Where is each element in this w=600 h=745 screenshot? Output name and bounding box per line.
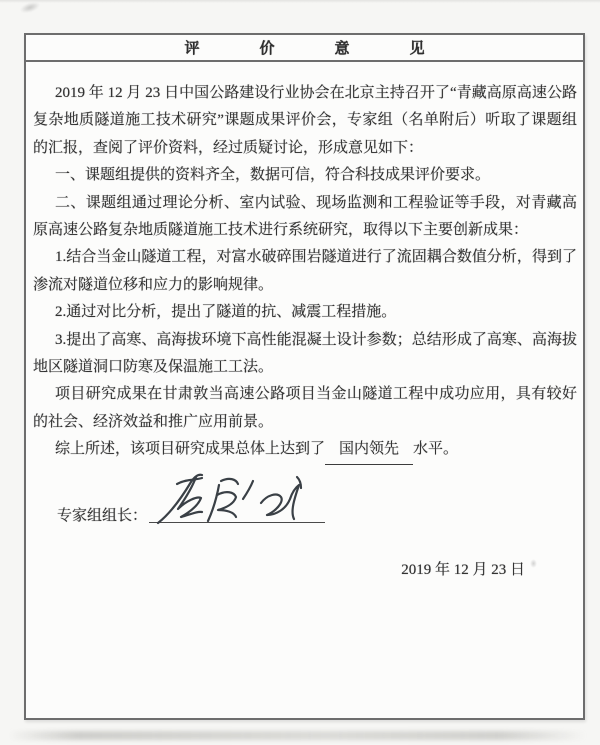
document-date: 2019 年 12 月 23 日 bbox=[401, 561, 525, 578]
paragraph-intro: 2019 年 12 月 23 日中国公路建设行业协会在北京主持召开了“青藏高原高速公路复杂地质隧道施工技术研究”课题成果评价会，专家组（名单附后）听取了课题组的汇报，查阅了评价资料，经过质疑讨论，形成意见如下： bbox=[33, 85, 577, 156]
signature-underline bbox=[149, 521, 325, 523]
paragraph-innovation-2: 2.通过对比分析，提出了隧道的抗、减震工程措施。 bbox=[55, 304, 397, 321]
paragraph-point-2: 二、课题组通过理论分析、室内试验、现场监测和工程验证等手段，对青藏高原高速公路复杂地质隧道施工技术进行系统研究，取得以下主要创新成果： bbox=[33, 194, 577, 239]
date-row bbox=[33, 557, 577, 584]
paragraph-point-1: 一、课题组提供的资料齐全，数据可信，符合科技成果评价要求。 bbox=[55, 167, 491, 184]
paragraph-innovation-1: 1.结合当金山隧道工程，对富水破碎围岩隧道进行了流固耦合数值分析，得到了渗流对隧道位移和应力的影响规律。 bbox=[33, 249, 577, 293]
scan-shadow-bottom bbox=[8, 731, 586, 740]
signature-label: 专家组组长： bbox=[57, 507, 148, 524]
document-body bbox=[26, 62, 583, 584]
paragraph-conclusion bbox=[33, 436, 577, 464]
paragraph-application: 项目研究成果在甘肃敦当高速公路项目当金山隧道工程中成功应用，具有较好的社会、经济效益和推广应用前景。 bbox=[33, 386, 577, 430]
document-title: 评价意见 bbox=[184, 41, 485, 57]
conclusion-suffix: 水平。 bbox=[413, 441, 459, 458]
paragraph-innovation-3: 3.提出了高寒、高海拔环境下高性能混凝土设计参数；总结形成了高寒、高海拔地区隧道洞口防寒及保温施工工法。 bbox=[33, 331, 577, 376]
signature-row bbox=[33, 487, 577, 525]
document-title-row bbox=[26, 35, 583, 62]
rating-underlined-text: 国内领先 bbox=[325, 436, 413, 464]
evaluation-form-box bbox=[24, 33, 585, 720]
scan-artifact-dot bbox=[530, 559, 537, 568]
scan-edge-shadow-top bbox=[0, 0, 600, 3]
conclusion-prefix: 综上所述，该项目研究成果总体上达到了 bbox=[55, 441, 326, 458]
handwritten-signature bbox=[155, 469, 307, 529]
